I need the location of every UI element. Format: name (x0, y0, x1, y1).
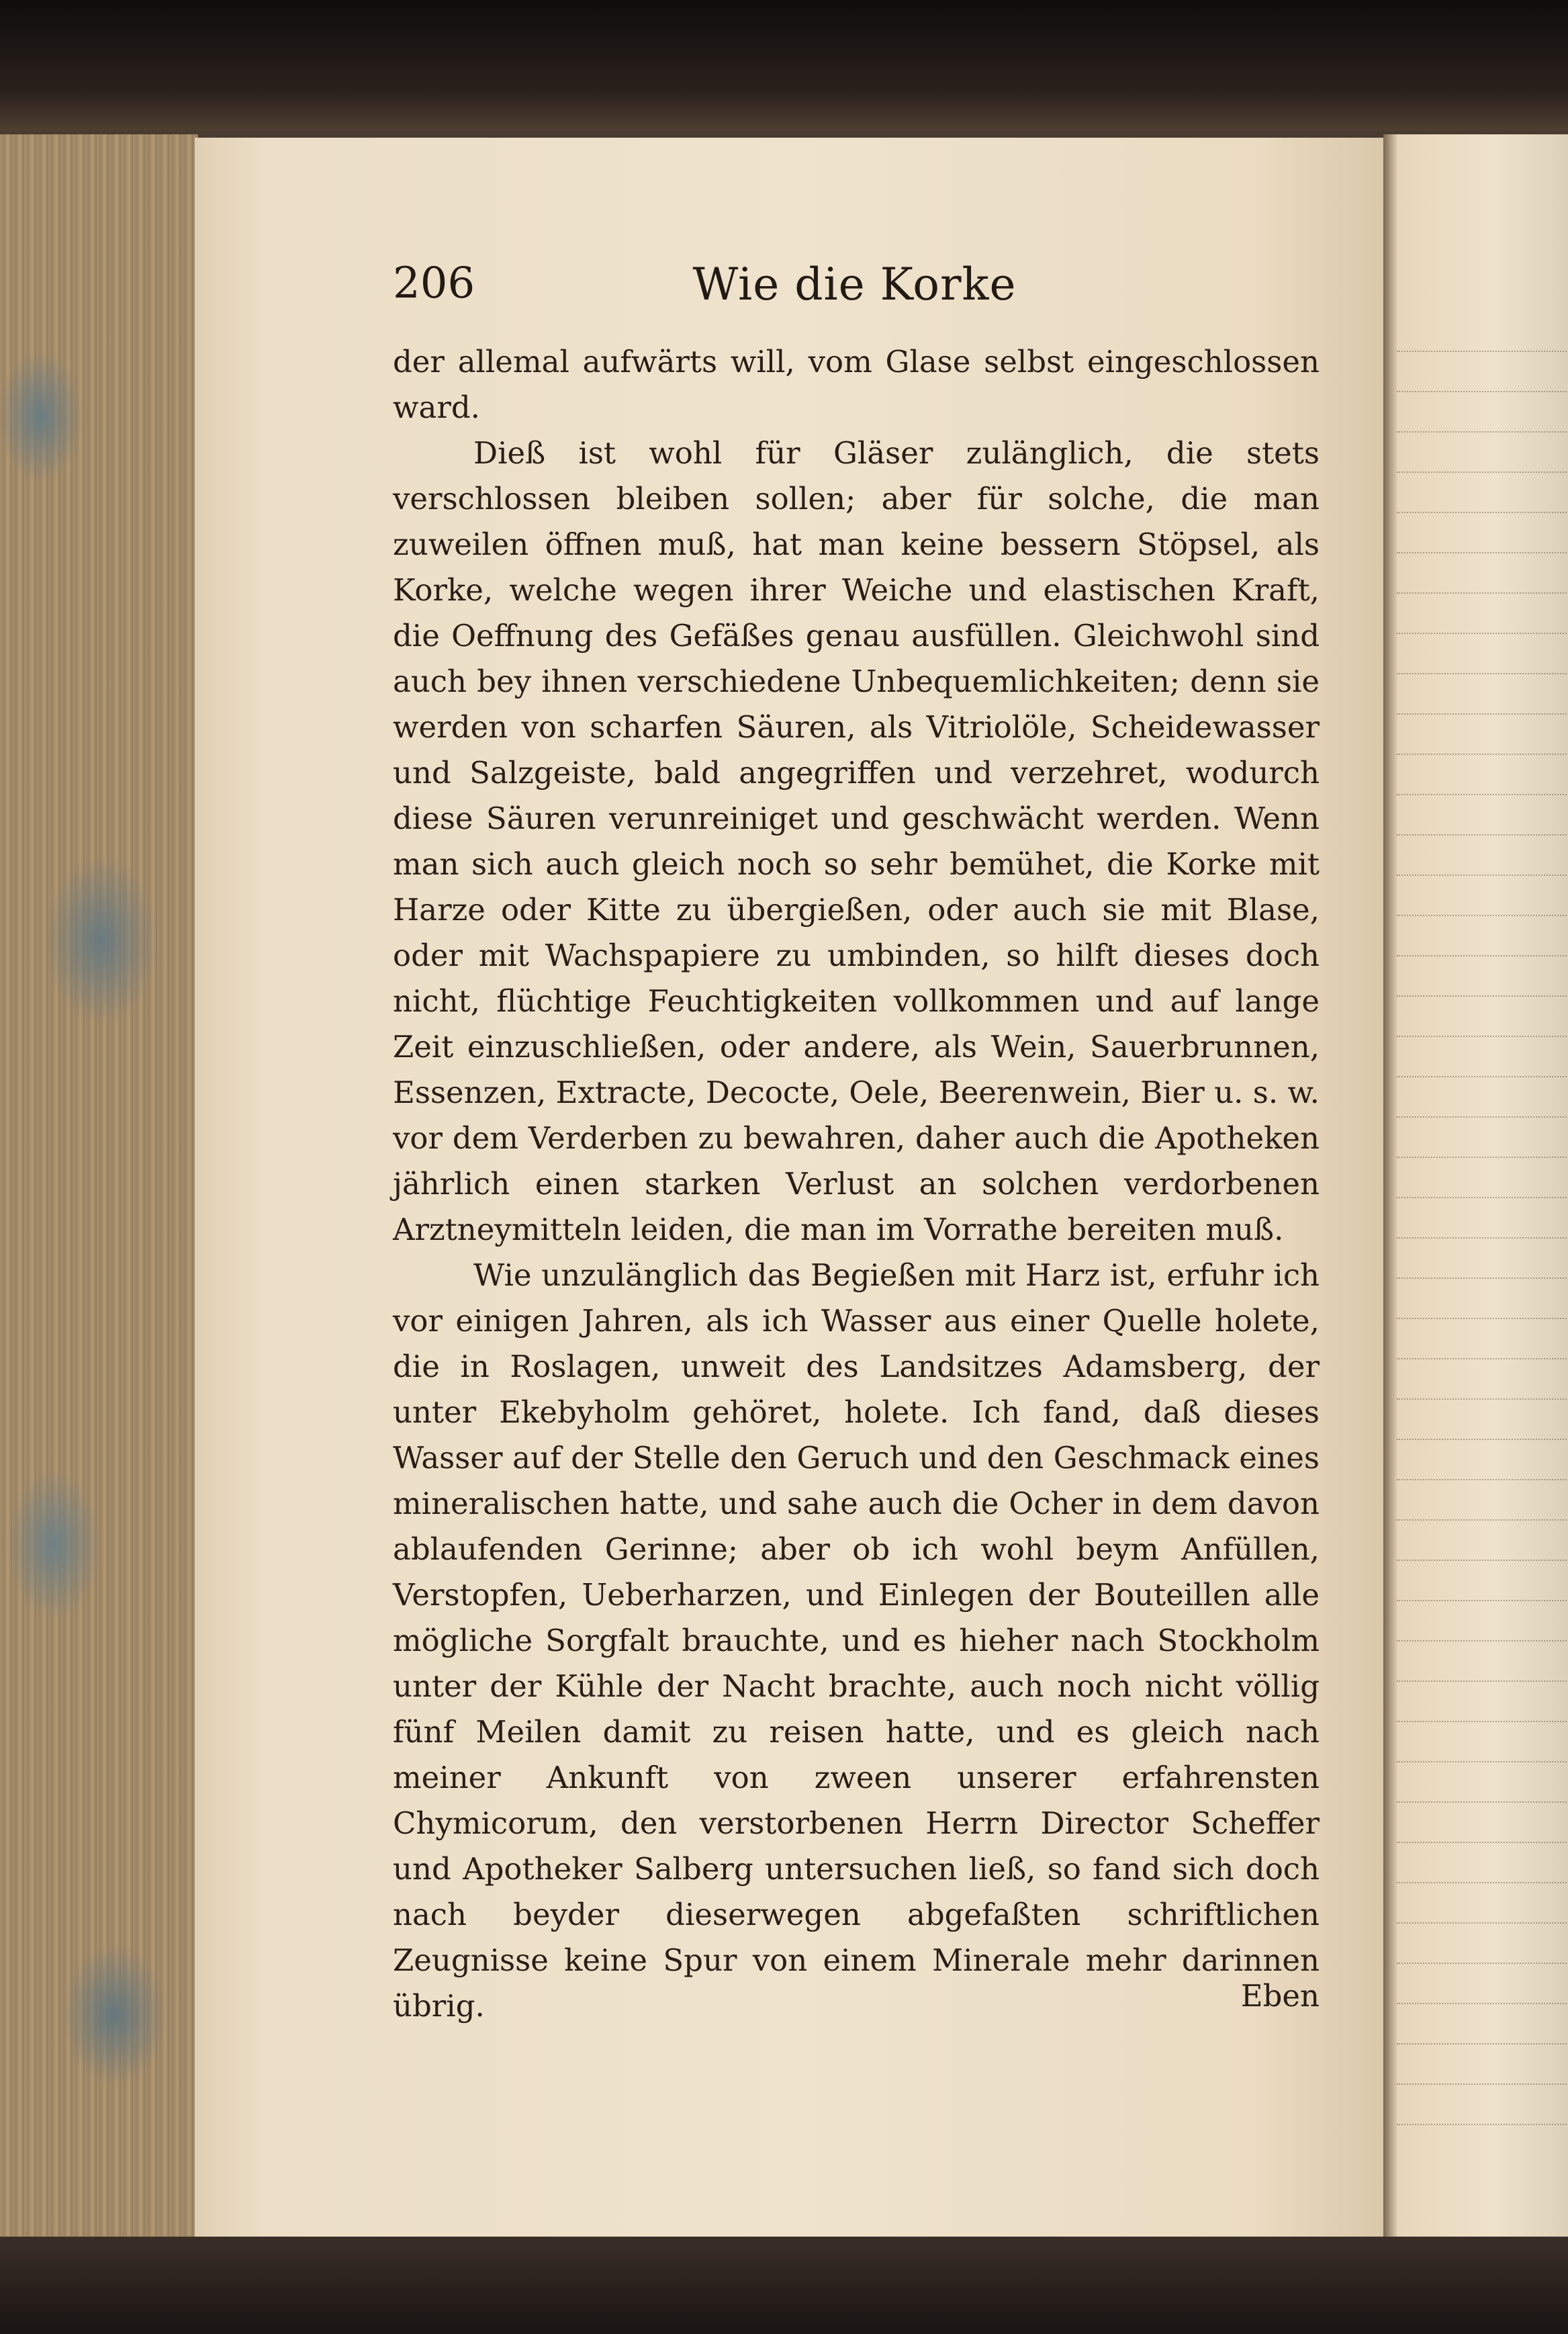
background-bottom (0, 2237, 1568, 2334)
paragraph: Dieß ist wohl für Gläser zulänglich, die stets verschlossen bleiben sollen; aber für solche, die man zuweilen öffnen muß, hat man keine bessern Stöpsel, als Korke, welche wegen ihrer Weiche und elastischen Kraft, die Oeffnung des Gefäßes genau ausfüllen. Gleichwohl sind auch bey ihnen verschiedene Unbequemlichkeiten; denn sie werden von scharfen Säuren, als Vitriolöle, Scheidewasser und Salzgeiste, bald angegriffen und verzehret, wodurch diese Säuren verunreiniget und geschwächt werden. Wenn man sich auch gleich noch so sehr bemühet, die Korke mit Harze oder Kitte zu übergießen, oder auch sie mit Blase, oder mit Wachspapiere zu umbinden, so hilft dieses doch nicht, flüchtige Feuchtigkeiten vollkommen und auf lange Zeit einzuschließen, oder andere, als Wein, Sauerbrunnen, Essenzen, Extracte, Decocte, Oele, Beerenwein, Bier u. s. w. vor dem Verderben zu bewahren, daher auch die Apotheken jährlich einen starken Verlust an solchen verdorbenen Arztneymitteln leiden, die man im Vorrathe bereiten muß. (393, 435, 1320, 1247)
body-text (393, 339, 1320, 2029)
catchword: Eben (1240, 1978, 1320, 2014)
page-header (393, 259, 1316, 339)
running-head: Wie die Korke (692, 259, 1017, 310)
book-edge-left (0, 134, 198, 2243)
background-top (0, 0, 1568, 131)
facing-page-fragment (1383, 134, 1568, 2243)
paragraph: Wie unzulänglich das Begießen mit Harz ist, erfuhr ich vor einigen Jahren, als ich Wasser aus einer Quelle holete, die in Roslagen, unweit des Landsitzes Adamsberg, der unter Ekebyholm gehöret, holete. Ich fand, daß dieses Wasser auf der Stelle den Geruch und den Geschmack eines mineralischen hatte, und sahe auch die Ocher in dem davon ablaufenden Gerinne; aber ob ich wohl beym Anfüllen, Verstopfen, Ueberharzen, und Einlegen der Bouteillen alle mögliche Sorgfalt brauchte, und es hieher nach Stockholm unter der Kühle der Nacht brachte, auch noch nicht völlig fünf Meilen damit zu reisen hatte, und es gleich nach meiner Ankunft von zween unserer erfahrensten Chymicorum, den verstorbenen Herrn Director Scheffer und Apotheker Salberg untersuchen ließ, so fand sich doch nach beyder dieserwegen abgefaßten schriftlichen Zeugnisse keine Spur von einem Minerale mehr darinnen übrig. (393, 1257, 1320, 2024)
paragraph: der allemal aufwärts will, vom Glase selbst eingeschlossen ward. (393, 344, 1320, 425)
page-number: 206 (393, 259, 475, 308)
